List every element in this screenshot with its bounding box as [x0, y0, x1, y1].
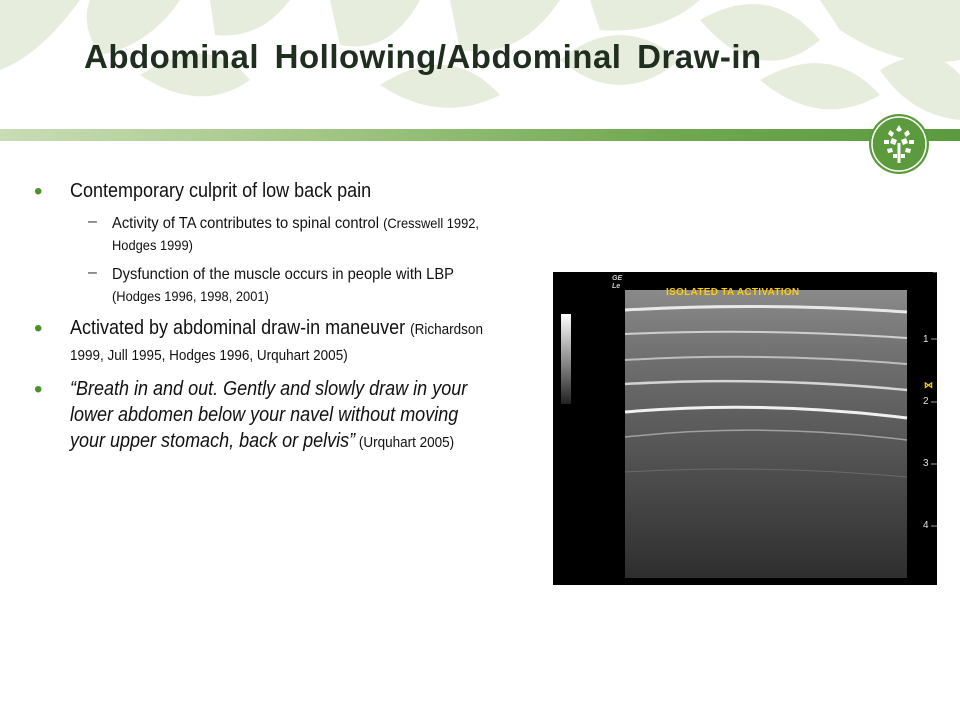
citation: (Cresswell 1992, Hodges 1999) [112, 215, 480, 254]
title-divider [0, 129, 960, 141]
citation: (Urquhart 2005) [355, 433, 455, 451]
depth-mark: 3 [923, 458, 929, 469]
sub-bullet-body: Dysfunction of the muscle occurs in people with LBP [112, 265, 454, 283]
sub-bullet-text [112, 213, 498, 258]
ge-brand-text: GE [612, 275, 623, 282]
citation: (Richardson 1999, Jull 1995, Hodges 1996, Urquhart 2005) [70, 320, 483, 364]
ultrasound-image [553, 272, 937, 585]
ge-brand-subtext: Le [612, 283, 621, 290]
sub-bullet-dash: – [88, 263, 97, 281]
depth-mark: 2 [923, 396, 929, 407]
bullet-dot: • [34, 375, 43, 403]
ultrasound-scan [553, 272, 937, 585]
focus-marker-icon: ⋈ [924, 380, 933, 390]
ultrasound-label: ISOLATED TA ACTIVATION [666, 287, 800, 298]
tree-logo-icon [868, 113, 930, 175]
grayscale-bar [561, 314, 571, 404]
sub-bullet-body: Activity of TA contributes to spinal control [112, 215, 384, 232]
bullet-dot: • [34, 178, 43, 205]
depth-mark: 4 [923, 520, 929, 531]
sub-bullet-item [32, 213, 532, 258]
bullet-item [32, 315, 532, 367]
bullet-text [70, 376, 486, 454]
citation: (Hodges 1996, 1998, 2001) [112, 288, 269, 305]
bullet-item [32, 178, 532, 204]
ge-brand-mark [612, 275, 622, 291]
bullet-dot: • [34, 314, 43, 342]
bullet-list [32, 178, 532, 463]
depth-mark: 1 [923, 334, 929, 345]
instruction-quote: “Breath in and out. Gently and slowly draw in your lower abdomen below your navel without moving your upper stomach, back or pelvis” [70, 377, 468, 452]
page-title: Abdominal Hollowing/Abdominal Draw-in [84, 38, 762, 75]
sub-bullet-item [32, 264, 532, 309]
bullet-text [70, 315, 486, 367]
bullet-body: Activated by abdominal draw-in maneuver [70, 316, 411, 339]
bullet-text: Contemporary culprit of low back pain [70, 180, 372, 202]
bullet-item [32, 376, 532, 454]
sub-bullet-dash: – [88, 213, 97, 230]
sub-bullet-text [112, 264, 498, 309]
